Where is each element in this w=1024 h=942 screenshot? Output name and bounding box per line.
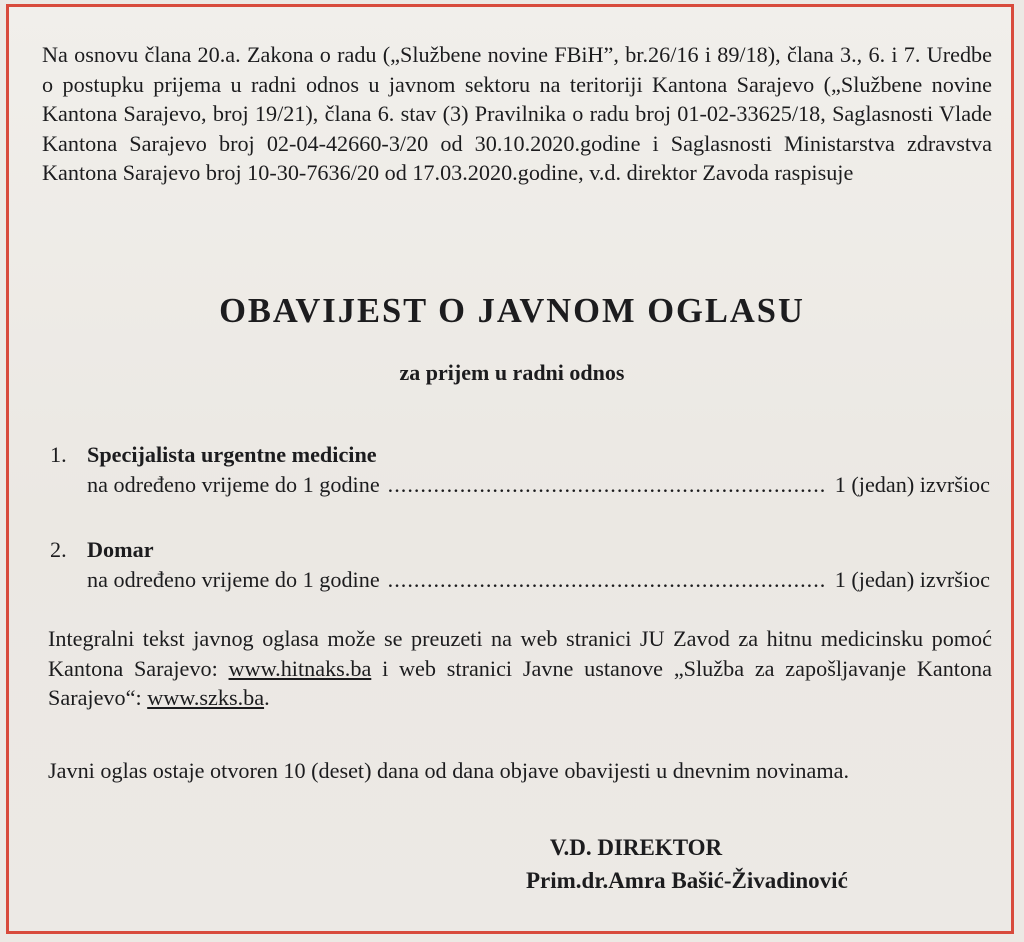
position-details [87, 565, 990, 594]
info-text: i web stranici Javne ustanove „Služba za zapošljavanje Kantona Sarajevo“: [48, 655, 993, 710]
info-text: . [264, 685, 270, 710]
info-paragraph [48, 624, 992, 713]
position-details [87, 470, 990, 499]
szks-link[interactable]: www.szks.ba [147, 685, 265, 710]
hitnaks-link[interactable]: www.hitnaks.ba [228, 655, 372, 681]
info-text: Integralni tekst javnog oglasa može se preuzeti na web stranici JU Zavod za hitnu medicinsku pomoć Kantona Sarajevo: [48, 626, 992, 681]
notice-subheading: za prijem u radni odnos [399, 360, 625, 385]
position-number: 1. [50, 442, 67, 467]
dot-leader [388, 565, 825, 594]
duration-paragraph: Javni oglas ostaje otvoren 10 (deset) dana od dana objave obavijesti u dnevnim novinama. [48, 758, 850, 783]
position-title: Domar [87, 537, 154, 562]
position-title: Specijalista urgentne medicine [87, 442, 377, 467]
signature-title: V.D. DIREKTOR [549, 835, 723, 860]
signature-name: Prim.dr.Amra Bašić-Živadinović [526, 868, 848, 893]
position-term: na određeno vrijeme do 1 godine [87, 472, 380, 497]
notice-heading: OBAVIJEST O JAVNOM OGLASU [219, 292, 805, 330]
position-count: 1 (jedan) izvršioc [834, 567, 990, 592]
position-term: na određeno vrijeme do 1 godine [87, 567, 380, 592]
dot-leader [388, 470, 825, 499]
position-number: 2. [50, 537, 67, 562]
position-count: 1 (jedan) izvršioc [834, 472, 990, 497]
intro-paragraph: Na osnovu člana 20.a. Zakona o radu („Službene novine FBiH”, br.26/16 i 89/18), člana 3., 6. i 7. Uredbe o postupku prijema u radni odnos u javnom sektoru na teritoriji Kantona Sarajevo („Službene novine Kantona Sarajevo, broj 19/21), člana 6. stav (3) Pravilnika o radu broj 01-02-33625/18, Saglasnosti Vlade Kantona Sarajevo broj 02-04-42660-3/20 od 30.10.2020.godine i Saglasnosti Ministarstva zdravstva Kantona Sarajevo broj 10-30-7636/20 od 17.03.2020.godine, v.d. direktor Zavoda raspisuje [42, 42, 992, 185]
